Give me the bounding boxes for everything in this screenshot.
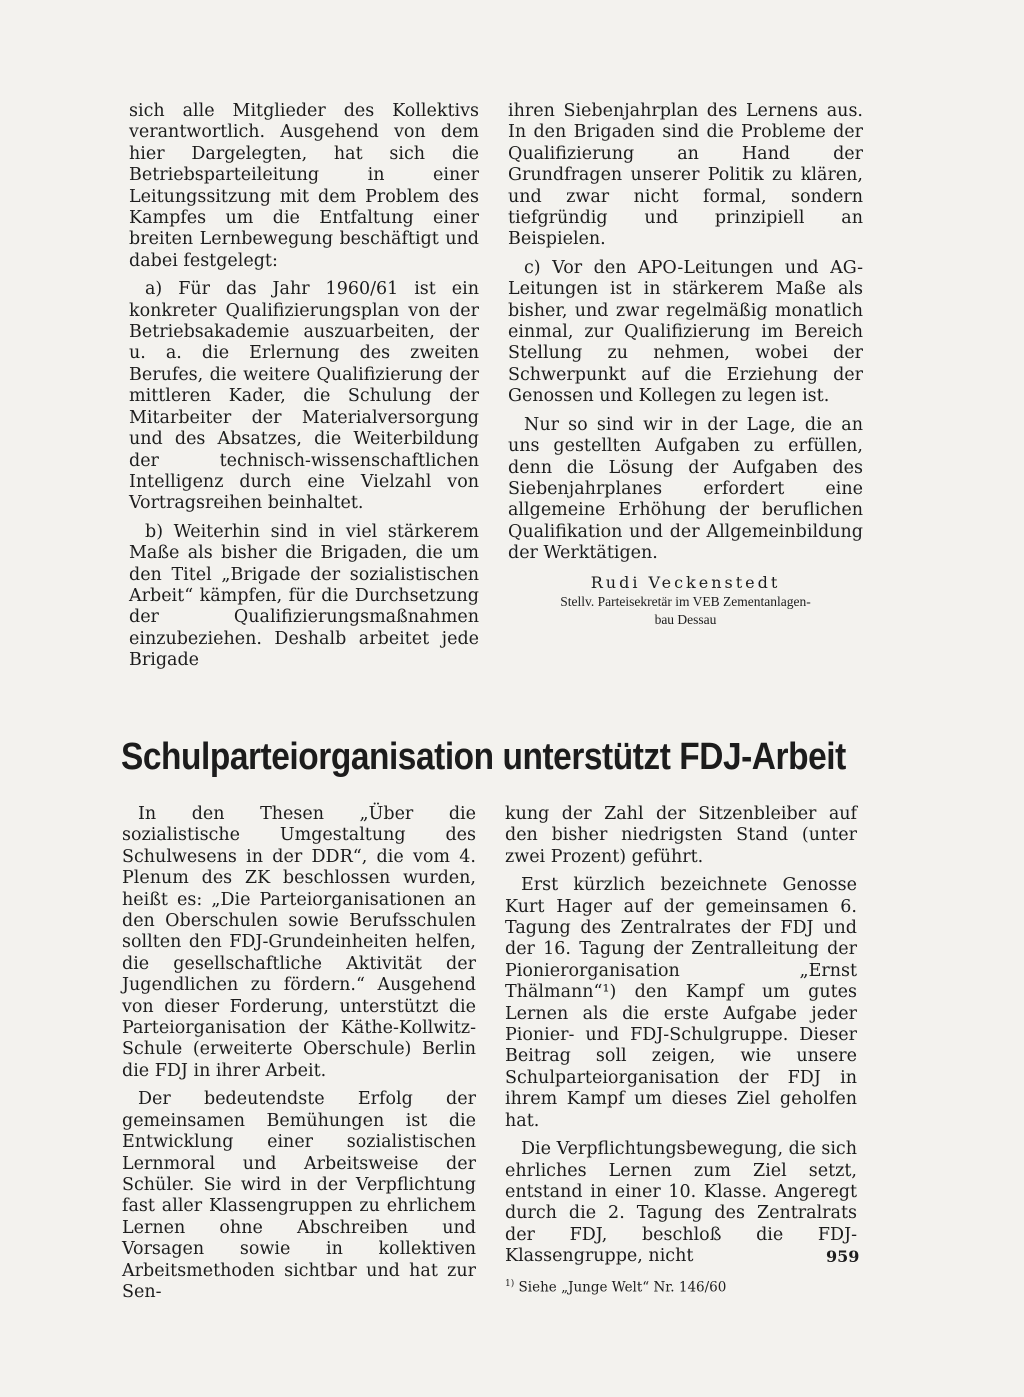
upper-right-column <box>508 101 863 629</box>
footnote <box>505 1275 857 1297</box>
affiliation-line: Stellv. Parteisekretär im VEB Zementanlagen- <box>560 593 811 609</box>
paragraph: a) Für das Jahr 1960/61 ist ein konkreter Qualifizierungsplan von der Betriebsakademie auszuarbeiten, der u. a. die Erlernung des zweiten Berufes, die weitere Qualifizierung der mittleren Kader, die Schulung der Mitarbeiter der Materialversorgung und des Absatzes, die Weiterbildung der technisch-wissenschaftlichen Intelligenz durch eine Vielzahl von Vortragsreihen beinhaltet. <box>129 279 479 514</box>
page-number: 959 <box>826 1247 860 1266</box>
article-headline: Schulparteiorganisation unterstützt FDJ-Arbeit <box>121 736 846 778</box>
paragraph: b) Weiterhin sind in viel stärkerem Maße als bisher die Brigaden, die um den Titel „Brigade der sozialistischen Arbeit“ kämpfen, für die Durchsetzung der Qualifizierungsmaßnahmen einzubeziehen. Deshalb arbeitet jede Brigade <box>129 521 479 671</box>
author-signature: Rudi Veckenstedt <box>590 572 781 592</box>
lower-right-column <box>505 804 860 1296</box>
paragraph: ihren Siebenjahrplan des Lernens aus. In den Brigaden sind die Probleme der Qualifizierung an Hand der Grundfragen unserer Politik zu klären, und zwar nicht formal, sondern tiefgründig und prinzipiell an Beispielen. <box>508 101 863 250</box>
upper-left-column <box>129 101 479 679</box>
paragraph: Erst kürzlich bezeichnete Genosse Kurt Hager auf der gemeinsamen 6. Tagung des Zentralrates der FDJ und der 16. Tagung der Zentralleitung der Pionierorganisation „Ernst Thälmann“¹) den Kampf um gutes Lernen als die erste Aufgabe jeder Pionier- und FDJ-Schulgruppe. Dieser Beitrag soll zeigen, wie unsere Schulparteiorganisation der FDJ in ihrem Kampf um dieses Ziel geholfen hat. <box>505 875 857 1131</box>
paragraph: Die Verpflichtungsbewegung, die sich ehrliches Lernen zum Ziel setzt, entstand in einer 10. Klasse. Angeregt durch die 2. Tagung des Zentralrats der FDJ, beschloß die FDJ-Klassengruppe, nicht <box>505 1139 857 1267</box>
footnote-marker: 1) <box>505 1278 515 1289</box>
paragraph: Nur so sind wir in der Lage, die an uns gestellten Aufgaben zu erfüllen, denn die Lösung der Aufgaben des Siebenjahrplanes erfordert eine allgemeine Erhöhung der beruflichen Qualifikation und der Allgemeinbildung der Werktätigen. <box>508 414 863 564</box>
affiliation-line: bau Dessau <box>654 611 717 627</box>
paragraph: c) Vor den APO-Leitungen und AG-Leitungen ist in stärkerem Maße als bisher, und zwar regelmäßig monatlich einmal, zur Qualifizierung im Bereich Stellung zu nehmen, wobei der Schwerpunkt auf die Erziehung der Genossen und Kollegen zu legen ist. <box>508 257 863 407</box>
footnote-text: Siehe „Junge Welt“ Nr. 146/60 <box>514 1279 727 1296</box>
lower-left-column <box>122 804 476 1310</box>
author-affiliation <box>508 593 863 629</box>
paragraph: In den Thesen „Über die sozialistische Umgestaltung des Schulwesens in der DDR“, die vom 4. Plenum des ZK beschlossen wurden, heißt es: „Die Parteiorganisationen an den Oberschulen sowie Berufsschulen sollten den FDJ-Grundeinheiten helfen, die gesellschaftliche Aktivität der Jugendlichen zu fördern.“ Ausgehend von dieser Forderung, unterstützt die Parteiorganisation der Käthe-Kollwitz-Schule (erweiterte Oberschule) Berlin die FDJ in ihrer Arbeit. <box>122 804 476 1081</box>
paragraph: sich alle Mitglieder des Kollektivs verantwortlich. Ausgehend von dem hier Dargelegten, hat sich die Betriebsparteileitung in einer Leitungssitzung mit dem Problem des Kampfes um die Entfaltung einer breiten Lernbewegung beschäftigt und dabei festgelegt: <box>129 101 479 271</box>
paragraph: Der bedeutendste Erfolg der gemeinsamen Bemühungen ist die Entwicklung einer sozialistischen Lernmoral und Arbeitsweise der Schüler. Sie wird in der Verpflichtung fast aller Klassengruppen zu ehrlichem Lernen ohne Abschreiben und Vorsagen sowie in kollektiven Arbeitsmethoden sichtbar und hat zur Sen- <box>122 1089 476 1302</box>
paragraph: kung der Zahl der Sitzenbleiber auf den bisher niedrigsten Stand (unter zwei Prozent) geführt. <box>505 804 857 867</box>
